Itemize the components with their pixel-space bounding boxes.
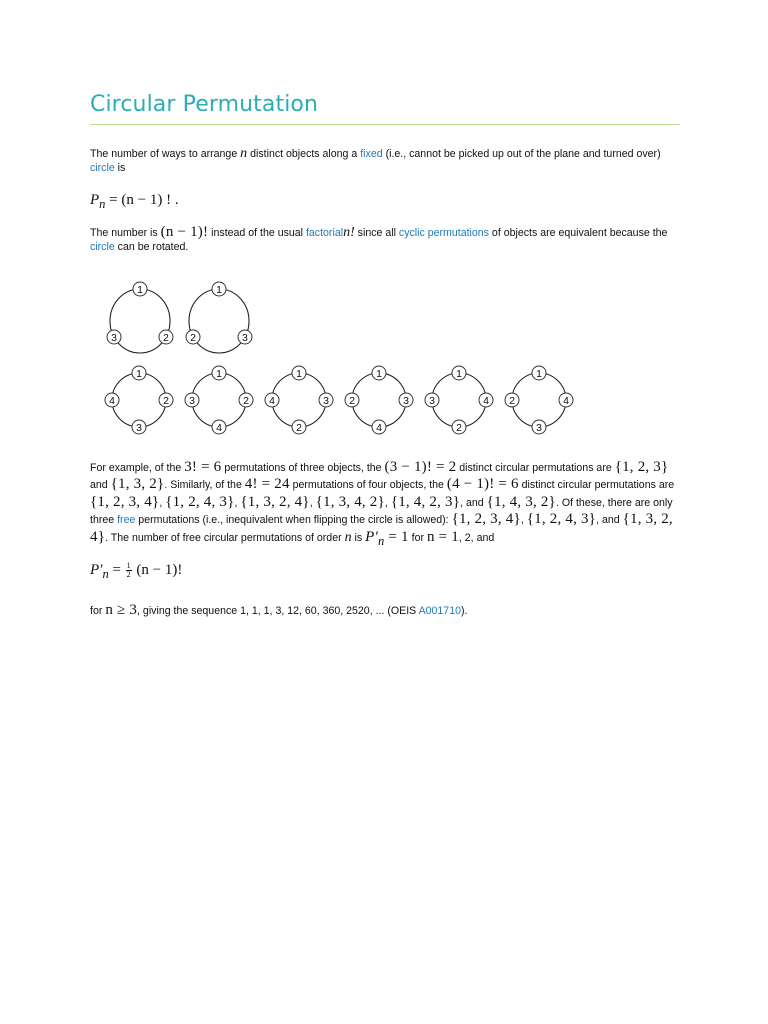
text: The number is	[90, 227, 161, 239]
text: permutations (i.e., inequivalent when flipping the circle is allowed):	[135, 514, 452, 527]
node-label: 1	[536, 367, 542, 380]
separator: ,	[309, 496, 316, 509]
text: (i.e., cannot be picked up out of the plane and turned over)	[382, 148, 661, 160]
ring-outline	[189, 289, 249, 353]
ring-outline	[512, 373, 566, 427]
text: instead of the usual	[208, 227, 306, 239]
text: is	[114, 161, 126, 174]
math-expression: (n − 1)!	[160, 224, 209, 240]
node-label: 1	[296, 367, 302, 380]
node-label: 1	[136, 367, 142, 380]
text: since all	[354, 227, 399, 239]
text: , 2, and	[458, 531, 495, 544]
formula-rest: = (n − 1) ! .	[105, 192, 179, 208]
title-divider	[90, 124, 680, 125]
permutation-ring-3	[185, 366, 253, 434]
math-expression: (3 − 1)! = 2	[384, 459, 457, 475]
text: distinct objects along a	[247, 148, 361, 160]
node-label: 2	[163, 394, 169, 407]
permutation-ring-7	[505, 366, 573, 434]
node-label: 1	[216, 283, 222, 296]
math-expression	[365, 528, 409, 548]
text: distinct circular permutations are	[518, 479, 675, 492]
permutation-ring-0	[107, 282, 173, 353]
math-n: n	[240, 146, 248, 161]
math-expression: {1, 3, 4, 2}	[315, 493, 385, 510]
node-label: 4	[563, 394, 569, 407]
text: of objects are equivalent because the	[488, 227, 668, 239]
node-label: 3	[536, 421, 542, 434]
node-label: 3	[323, 394, 329, 407]
example-paragraph	[90, 459, 680, 549]
text: For example, of the	[90, 462, 185, 474]
node-label: 3	[111, 331, 117, 344]
intro-paragraph	[90, 147, 680, 175]
ring-outline	[352, 373, 406, 427]
text: , and	[596, 514, 623, 527]
fraction	[126, 562, 132, 579]
separator: ,	[234, 496, 241, 509]
node-label: 1	[456, 367, 462, 380]
text: The number of ways to arrange	[90, 148, 241, 160]
text: can be rotated.	[114, 241, 189, 253]
formula-subscript: n	[102, 567, 109, 581]
permutation-ring-1	[186, 282, 252, 353]
text: and	[90, 479, 111, 492]
node-label: 4	[216, 421, 222, 434]
permutation-ring-4	[265, 366, 333, 434]
math-expression: {1, 4, 3, 2}	[486, 493, 556, 510]
node-label: 4	[483, 394, 489, 407]
math-expression: {1, 3, 2, 4}	[90, 511, 673, 545]
text: . The number of free circular permutations of order	[105, 531, 345, 544]
page-title: Circular Permutation	[90, 92, 319, 117]
node-label: 3	[403, 394, 409, 407]
text: for	[408, 531, 427, 544]
math-expression: {1, 3, 2, 4}	[240, 493, 310, 510]
math-expression: {1, 2, 4, 3}	[526, 511, 597, 528]
fraction-numerator: 1	[126, 561, 131, 571]
ring-outline	[192, 373, 246, 427]
math-expression: (4 − 1)! = 6	[446, 476, 519, 493]
permutation-ring-2	[105, 366, 173, 434]
explanation-paragraph	[90, 225, 680, 254]
math-expression: n = 1	[426, 528, 459, 545]
text: permutations of four objects, the	[289, 479, 447, 492]
node-label: 2	[509, 394, 515, 407]
ring-outline	[272, 373, 326, 427]
formula-equals: =	[108, 562, 125, 578]
link-factorial[interactable]: factorial	[305, 227, 344, 239]
math-subscript: n	[377, 533, 385, 548]
formula-symbol: P	[90, 192, 100, 208]
text: , and	[460, 496, 487, 509]
text: . Similarly, of the	[164, 479, 245, 492]
permutation-ring-6	[425, 366, 493, 434]
node-label: 3	[242, 331, 248, 344]
text: distinct circular permutations are	[456, 462, 615, 474]
node-label: 2	[163, 331, 169, 344]
math-expression: {1, 2, 3}	[614, 459, 669, 475]
text: permutations of three objects, the	[221, 462, 385, 474]
text: . Of these, there are only three	[90, 496, 673, 527]
text: is	[351, 531, 366, 544]
math-expression: {1, 2, 3, 4}	[451, 511, 521, 528]
formula-free-count	[90, 562, 182, 582]
link-free[interactable]: free	[117, 514, 136, 527]
math-symbol: P′	[365, 528, 378, 545]
math-n: n	[344, 529, 352, 545]
ring-outline	[112, 373, 166, 427]
math-expression: {1, 3, 2}	[110, 476, 165, 493]
math-expression: 4! = 24	[244, 476, 290, 493]
node-label: 2	[190, 331, 196, 344]
separator: ,	[384, 496, 391, 509]
ring-outline	[110, 289, 170, 353]
separator: ,	[159, 496, 166, 509]
text: ).	[460, 605, 468, 617]
text: for	[90, 605, 106, 617]
node-label: 3	[429, 394, 435, 407]
permutation-ring-5	[345, 366, 413, 434]
circular-permutations-diagram	[96, 276, 588, 444]
node-label: 4	[376, 421, 382, 434]
link-circle[interactable]: circle	[90, 241, 115, 253]
node-label: 4	[269, 394, 275, 407]
node-label: 2	[296, 421, 302, 434]
separator: ,	[520, 514, 527, 527]
link-circle[interactable]: circle	[90, 161, 115, 174]
formula-rest: (n − 1)!	[132, 562, 183, 578]
math-expression: {1, 2, 4, 3}	[165, 493, 235, 510]
node-label: 1	[137, 283, 143, 296]
node-label: 3	[189, 394, 195, 407]
math-expression: {1, 4, 2, 3}	[390, 493, 461, 510]
formula-symbol: P′	[90, 562, 103, 578]
node-label: 2	[349, 394, 355, 407]
link-fixed[interactable]: fixed	[360, 148, 383, 160]
node-label: 3	[136, 421, 142, 434]
ring-outline	[432, 373, 486, 427]
link-cyclic-permutations[interactable]: cyclic permutations	[398, 227, 489, 239]
math-expression: {1, 2, 3, 4}	[90, 493, 160, 510]
math-rest: = 1	[384, 528, 409, 545]
node-label: 2	[456, 421, 462, 434]
link-oeis-a001710[interactable]: A001710	[418, 605, 461, 617]
math-expression: 3! = 6	[184, 459, 222, 475]
text: , giving the sequence 1, 1, 1, 3, 12, 60, 360, 2520, ... (OEIS	[137, 605, 419, 617]
math-expression: n!	[343, 225, 355, 240]
node-label: 1	[216, 367, 222, 380]
formula-subscript: n	[99, 197, 106, 211]
node-label: 2	[243, 394, 249, 407]
sequence-paragraph	[90, 604, 680, 619]
formula-circular-count	[90, 192, 179, 212]
node-label: 4	[109, 394, 115, 407]
math-expression: n ≥ 3	[105, 602, 138, 618]
fraction-denominator: 2	[126, 570, 131, 580]
node-label: 1	[376, 367, 382, 380]
